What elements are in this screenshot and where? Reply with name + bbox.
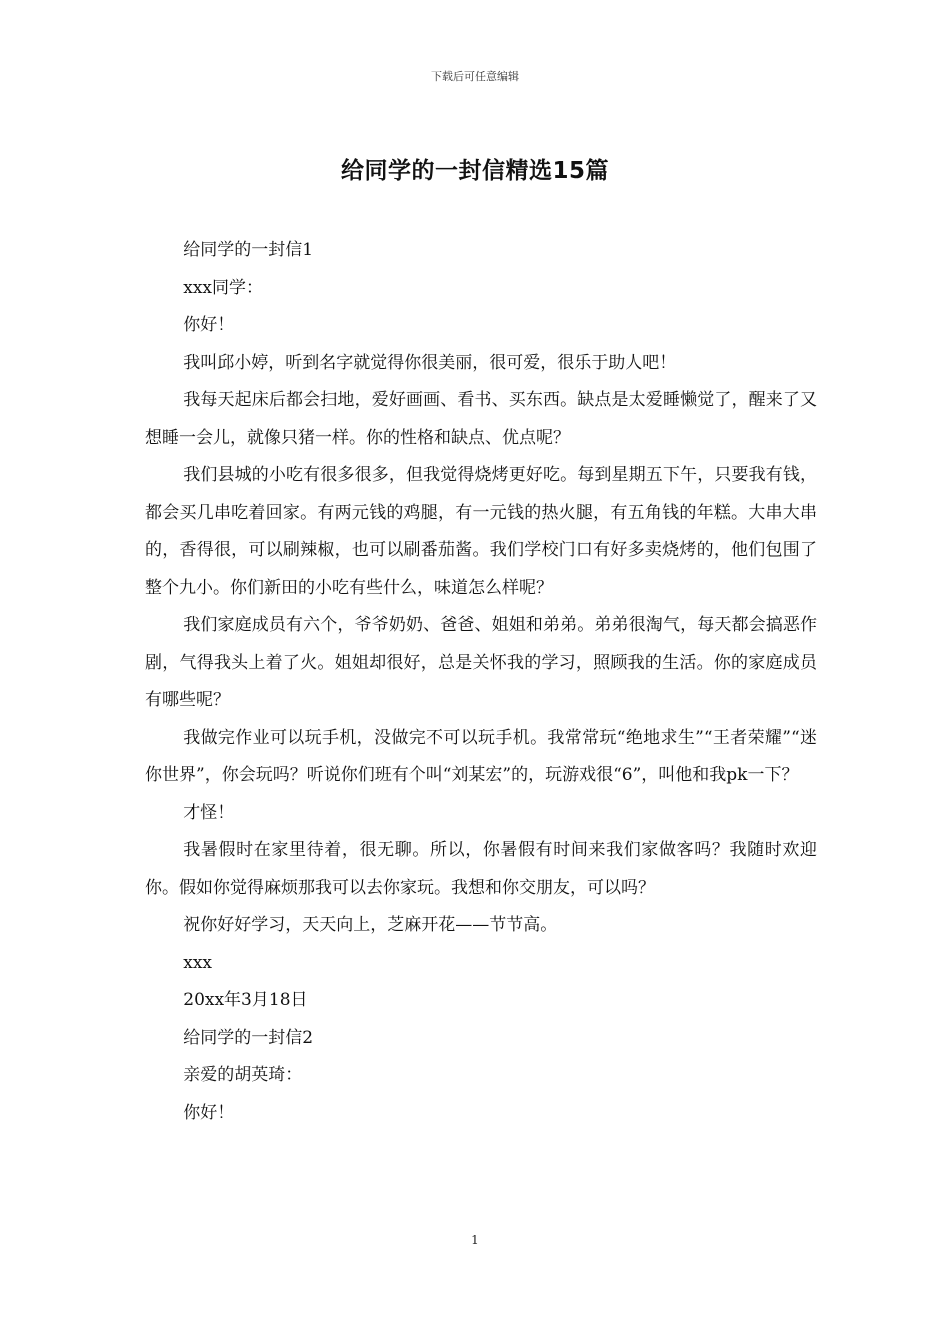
document-title: 给同学的一封信精选15篇 xyxy=(340,158,609,184)
paragraph: xxx xyxy=(183,952,213,973)
paragraph: 我做完作业可以玩手机，没做完不可以玩手机。我常常玩“绝地求生”“王者荣耀”“迷你世界”，你会玩吗？听说你们班有个叫“刘某宏”的，玩游戏很“6”，叫他和我pk一下？ xyxy=(145,727,817,785)
paragraph: 亲爱的胡英琦： xyxy=(183,1065,303,1085)
paragraph: 我叫邱小婷，听到名字就觉得你很美丽，很可爱，很乐于助人吧！ xyxy=(183,352,677,373)
paragraph: 我们家庭成员有六个，爷爷奶奶、爸爸、姐姐和弟弟。弟弟很淘气，每天都会搞恶作剧，气得我头上着了火。姐姐却很好，总是关怀我的学习，照顾我的生活。你的家庭成员有哪些呢？ xyxy=(145,615,817,710)
paragraph: 你好！ xyxy=(183,1102,235,1123)
page-header-note: 下载后可任意编辑 xyxy=(431,70,519,83)
document-body xyxy=(145,232,817,1132)
paragraph: 给同学的一封信1 xyxy=(183,240,314,260)
paragraph: 给同学的一封信2 xyxy=(183,1027,314,1048)
paragraph: 你好！ xyxy=(183,315,235,335)
paragraph: 我暑假时在家里待着，很无聊。所以，你暑假有时间来我们家做客吗？我随时欢迎你。假如你觉得麻烦那我可以去你家玩。我想和你交朋友，可以吗？ xyxy=(145,840,817,898)
paragraph: 才怪！ xyxy=(183,802,235,823)
paragraph: 我每天起床后都会扫地，爱好画画、看书、买东西。缺点是太爱睡懒觉了，醒来了又想睡一会儿，就像只猪一样。你的性格和缺点、优点呢？ xyxy=(145,390,817,448)
paragraph: 20xx年3月18日 xyxy=(183,990,308,1010)
paragraph: xxx同学： xyxy=(183,277,264,298)
paragraph: 祝你好好学习，天天向上，芝麻开花——节节高。 xyxy=(183,915,558,935)
page-number: 1 xyxy=(471,1233,479,1247)
paragraph: 我们县城的小吃有很多很多，但我觉得烧烤更好吃。每到星期五下午，只要我有钱，都会买几串吃着回家。有两元钱的鸡腿，有一元钱的热火腿，有五角钱的年糕。大串大串的，香得很，可以刷辣椒，也可以刷番茄酱。我们学校门口有好多卖烧烤的，他们包围了整个九小。你们新田的小吃有些什么，味道怎么样呢？ xyxy=(145,465,817,598)
